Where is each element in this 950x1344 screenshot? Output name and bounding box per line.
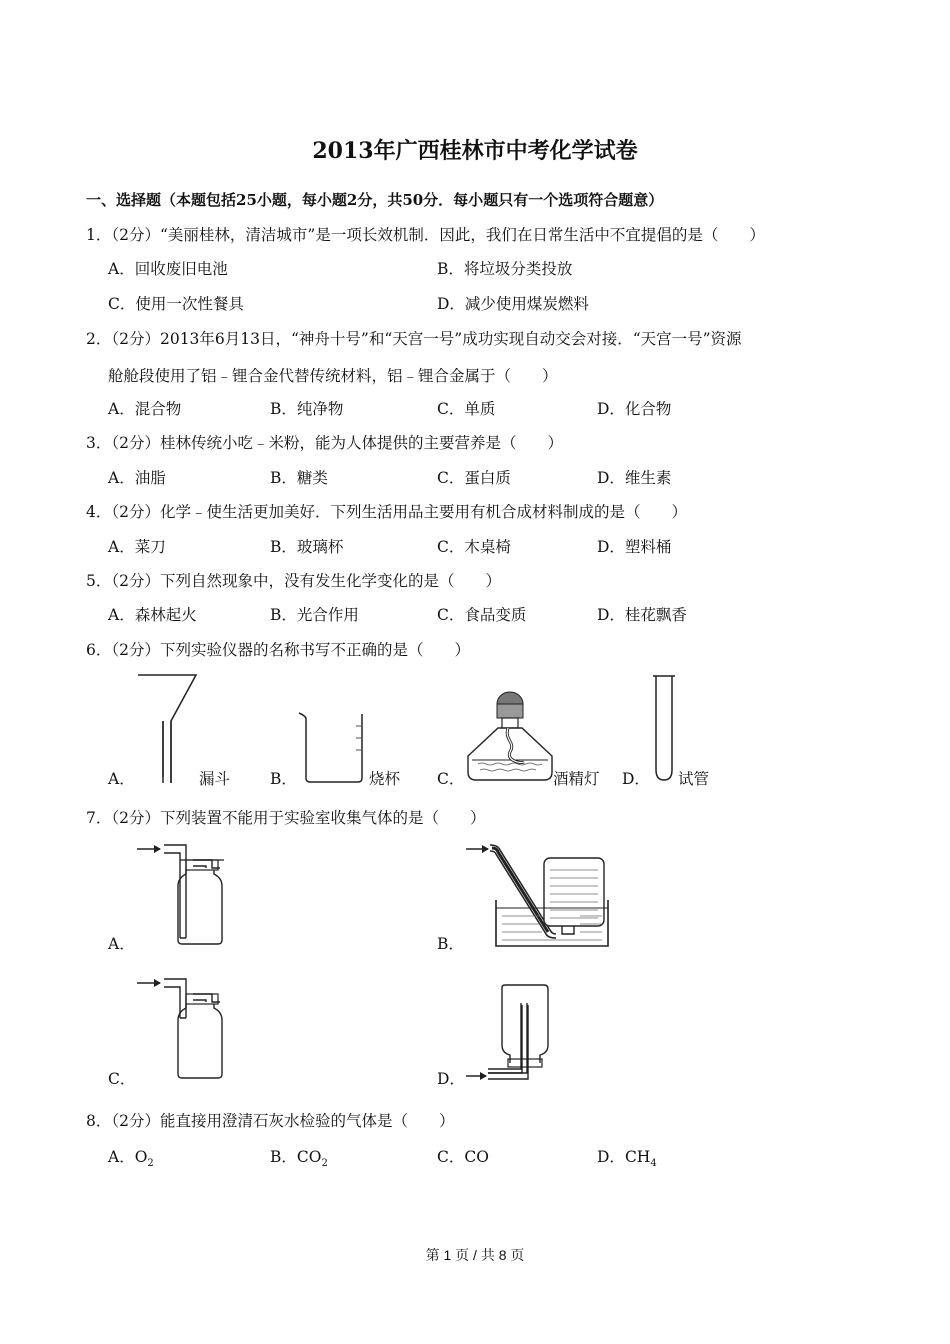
question-6-letter-d: D．: [622, 770, 650, 788]
question-6-name-lamp: 酒精灯: [553, 770, 600, 788]
question-7-letter-c: C．: [108, 1070, 136, 1088]
alcohol-lamp-figure: [464, 690, 556, 784]
question-2-option-b: B．纯净物: [270, 400, 344, 418]
page-title: 2013年广西桂林市中考化学试卷: [312, 138, 638, 164]
page-footer: 第 1 页 / 共 8 页: [425, 1247, 525, 1263]
question-6-name-funnel: 漏斗: [199, 770, 231, 788]
question-7-stem: 7．（2分）下列装置不能用于实验室收集气体的是（ ）: [86, 809, 486, 827]
question-4-stem: 4．（2分）化学﹣使生活更加美好．下列生活用品主要用有机合成材料制成的是（ ）: [86, 503, 687, 521]
question-4-option-a: A．菜刀: [108, 538, 166, 556]
apparatus-b-figure: [462, 838, 612, 950]
question-6-stem: 6．（2分）下列实验仪器的名称书写不正确的是（ ）: [86, 641, 470, 659]
beaker-figure: [296, 710, 368, 785]
question-1-stem: 1．（2分）“美丽桂林，清洁城市”是一项长效机制．因此，我们在日常生活中不宜提倡的是（ ）: [86, 226, 765, 244]
apparatus-c-figure: [134, 972, 226, 1080]
question-3-option-c: C．蛋白质: [437, 469, 511, 487]
question-1-option-b: B．将垃圾分类投放: [437, 260, 573, 278]
question-2-option-c: C．单质: [437, 400, 496, 418]
question-5-option-d: D．桂花飘香: [597, 606, 687, 624]
question-7-letter-a: A．: [108, 935, 135, 953]
question-6-letter-c: C．: [437, 770, 465, 788]
funnel-figure: [136, 673, 200, 785]
question-7-letter-d: D．: [437, 1070, 465, 1088]
question-2-stem-line1: 2．（2分）2013年6月13日，“神舟十号”和“天宫一号”成功实现自动交会对接．“天宫一号”资源: [86, 330, 742, 348]
question-2-stem-line2: 舱舱段使用了铝﹣锂合金代替传统材料，铝﹣锂合金属于（ ）: [108, 367, 558, 385]
question-2-option-d: D．化合物: [597, 400, 672, 418]
apparatus-a-figure: [134, 838, 226, 946]
question-8-option-d: D．$CH_4$: [597, 1148, 657, 1170]
question-8-option-a: A．$O_2$: [108, 1148, 154, 1170]
question-4-option-c: C．木桌椅: [437, 538, 511, 556]
question-1-option-d: D．减少使用煤炭燃料: [437, 295, 589, 313]
test-tube-figure: [652, 674, 676, 782]
question-8-stem: 8．（2分）能直接用澄清石灰水检验的气体是（ ）: [86, 1112, 455, 1130]
question-1-option-a: A．回收废旧电池: [108, 260, 228, 278]
question-5-option-b: B．光合作用: [270, 606, 359, 624]
question-5-stem: 5．（2分）下列自然现象中，没有发生化学变化的是（ ）: [86, 572, 501, 590]
question-2-option-a: A．混合物: [108, 400, 182, 418]
question-4-option-d: D．塑料桶: [597, 538, 672, 556]
question-8-option-b: B．$CO_2$: [270, 1148, 328, 1170]
section-heading: 一、选择题（本题包括25小题，每小题2分，共50分．每小题只有一个选项符合题意）: [86, 191, 664, 209]
question-6-letter-b: B．: [270, 770, 297, 788]
question-1-option-c: C．使用一次性餐具: [108, 295, 244, 313]
question-6-letter-a: A．: [108, 770, 135, 788]
apparatus-d-figure: [462, 983, 562, 1083]
question-7-letter-b: B．: [437, 935, 464, 953]
question-4-option-b: B．玻璃杯: [270, 538, 344, 556]
question-3-option-b: B．糖类: [270, 469, 328, 487]
question-3-option-a: A．油脂: [108, 469, 166, 487]
question-3-option-d: D．维生素: [597, 469, 672, 487]
question-6-name-test-tube: 试管: [678, 770, 710, 788]
question-8-option-c: C．CO: [437, 1148, 489, 1166]
question-6-name-beaker: 烧杯: [369, 770, 401, 788]
question-5-option-c: C．食品变质: [437, 606, 527, 624]
question-3-stem: 3．（2分）桂林传统小吃﹣米粉，能为人体提供的主要营养是（ ）: [86, 434, 563, 452]
question-5-option-a: A．森林起火: [108, 606, 197, 624]
